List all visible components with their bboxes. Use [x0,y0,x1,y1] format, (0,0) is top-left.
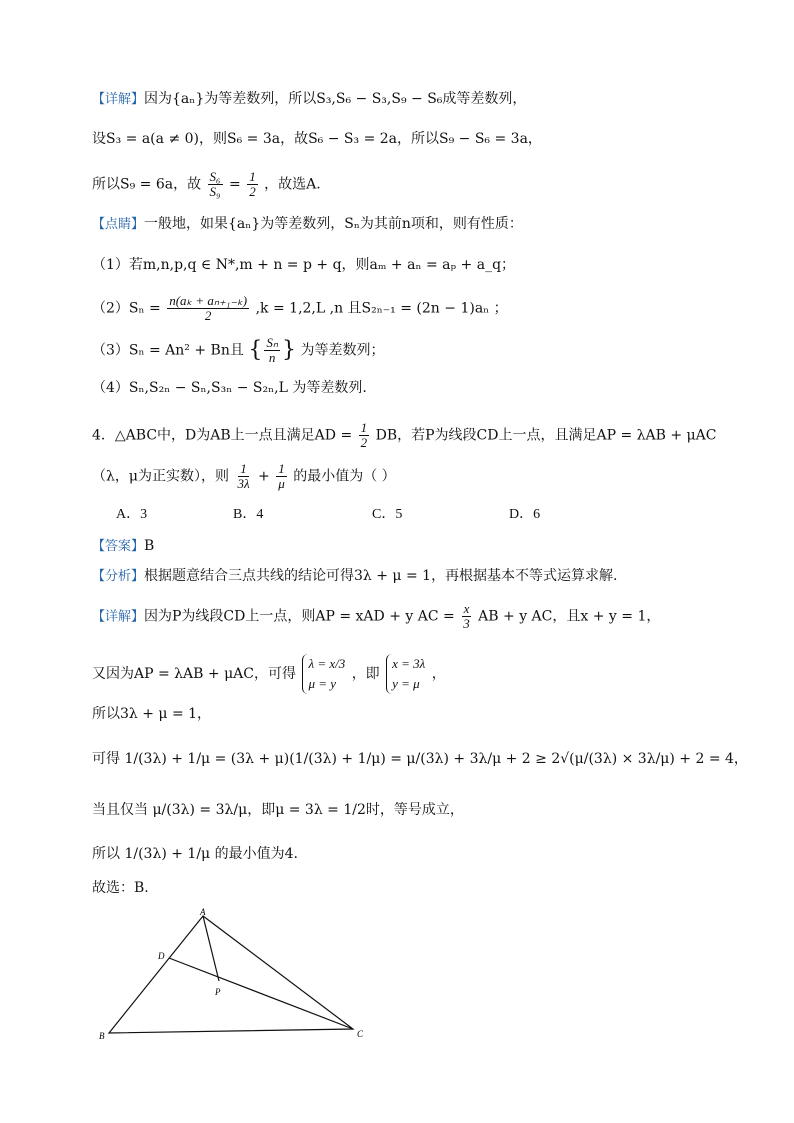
frac-num: 1 [240,461,247,476]
solution-2-post: ， [431,666,446,682]
frac-den: 3 [463,616,470,631]
question-4-line-2 [92,462,396,491]
frac-den: μ [278,476,285,491]
tip-3-post: 为等差数列； [300,342,385,359]
segment-dc [169,958,353,1029]
label-b: B [99,1031,105,1041]
fraction-1-mu [276,462,287,491]
frac-den: 2 [360,435,368,450]
option-d: D．6 [509,507,541,522]
solution-line-3: 所以3λ + μ = 1， [92,706,212,722]
frac-den: S₉ [209,184,221,199]
tip-3-pre: （3）Sₙ = An² + Bn且 [92,342,244,359]
answer-line [92,536,154,557]
frac-num: Sₙ [266,335,279,350]
detail-tag: 【详解】 [92,92,145,107]
label-c: C [357,1029,364,1039]
fraction-sum-formula [167,294,249,323]
frac-num: x [463,601,470,616]
analysis-line [92,566,618,587]
option-b: B．4 [233,507,264,522]
answer-text: B [144,538,155,554]
label-d: D [158,951,165,961]
system-row: y = μ [392,676,420,691]
detail-line-3-pre: 所以S₉ = 6a，故 [92,176,202,193]
frac-num: S₆ [209,169,221,184]
detail-text: 因为{aₙ}为等差数列，所以S₃,S₆ − S₃,S₉ − S₆成等差数列， [144,91,527,107]
fraction-1-3lambda [235,462,251,491]
question-text-c: （λ，μ为正实数），则 [92,468,229,485]
frac-den: 3λ [237,476,250,491]
question-text-a: 4．△ABC中，D为AB上一点且满足AD = [92,427,353,444]
tip-item-1: （1）若m,n,p,q ∈ N*,m + n = p + q，则aₘ + aₙ = aₚ + a_q； [92,257,516,273]
solution-line-4: 可得 1/(3λ) + 1/μ = (3λ + μ)(1/(3λ) + 1/μ) = μ/(3λ) + 3λ/μ + 2 ≥ 2√(μ/(3λ) × 3λ/μ) + 2 = 4， [92,751,748,767]
solution-2-pre: 又因为AP = λAB + μAC，可得 [92,666,296,682]
question-text-c-post: 的最小值为（ ） [293,468,396,485]
frac-num: 1 [360,420,368,435]
analysis-tag: 【分析】 [92,569,145,584]
fraction-s6-s9 [208,170,223,199]
solution-line-2 [92,654,446,694]
system-row: x = 3λ [392,656,426,671]
triangle-figure [95,907,395,1047]
solution-2-mid: ，即 [351,666,380,682]
fraction-sn-n [264,336,280,365]
detail-line-2: 设S₃ = a(a ≠ 0)，则S₆ = 3a，故S₆ − S₃ = 2a，所以S₉ − S₆ = 3a， [92,131,542,147]
fraction-half [247,170,258,199]
detail-line-1 [92,89,526,110]
system-row: μ = y [308,676,337,691]
label-a: A [200,907,206,917]
frac-num: n(aₖ + aₙ₊₁₋ₖ) [169,293,248,308]
analysis-text: 根据题意结合三点共线的结论可得3λ + μ = 1，再根据基本不等式运算求解. [144,568,618,584]
solution-tag: 【详解】 [92,609,145,625]
system-x-y [386,654,425,694]
equals: = [229,176,241,193]
frac-den: 2 [204,308,212,323]
tip-2-pre: （2）Sₙ = [92,300,161,317]
solution-line-6: 所以 1/(3λ) + 1/μ 的最小值为4. [92,846,298,862]
fraction-x-3 [461,602,472,631]
solution-line-1 [92,602,660,631]
tip-item-2 [92,294,508,323]
fraction-half [359,421,370,450]
tip-item-4: （4）Sₙ,S₂ₙ − Sₙ,S₃ₙ − S₂ₙ,L 为等差数列. [92,380,367,396]
tip-tag: 【点睛】 [92,217,145,232]
system-lambda-mu [302,654,345,694]
solution-line-7: 故选：B. [92,880,149,896]
option-c: C．5 [372,507,403,522]
detail-line-3 [92,170,321,199]
frac-den: 2 [249,184,256,199]
solution-line-5: 当且仅当 μ/(3λ) = 3λ/μ，即μ = 3λ = 1/2时，等号成立， [92,802,464,818]
tip-2-post: ,k = 1,2,L ,n 且S₂ₙ₋₁ = (2n − 1)aₙ ； [255,300,508,317]
question-text-b: DB，若P为线段CD上一点，且满足AP = λAB + μAC [375,427,717,444]
frac-num: 1 [249,169,256,184]
solution-text-b: AB + y AC，且x + y = 1， [478,608,661,625]
frac-num: 1 [278,461,285,476]
option-a: A．3 [116,507,148,522]
plus: + [258,468,270,485]
question-4-line-1 [92,421,716,450]
tip-item-3: （3）Sₙ = An² + Bn且 { $\frac{\text{Sₙ}}{n}$ } 为等差数列； [92,335,385,365]
detail-line-3-post: ，故选A. [264,176,321,193]
label-p: P [215,987,221,997]
solution-text-a: 因为P为线段CD上一点，则AP = xAD + y AC = [144,608,455,625]
frac-den: n [268,350,276,365]
tip-text: 一般地，如果{aₙ}为等差数列，Sₙ为其前n项和，则有性质： [144,216,523,232]
system-row: λ = x/3 [308,656,346,671]
answer-tag: 【答案】 [92,539,145,554]
tip-heading [92,214,523,235]
